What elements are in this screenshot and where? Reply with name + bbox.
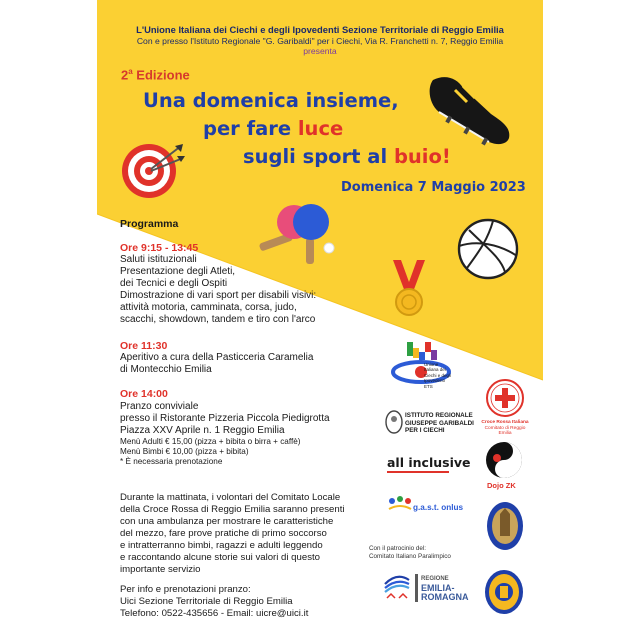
archery-target-icon bbox=[117, 138, 187, 200]
schedule-line: Piazza XXV Aprile n. 1 Reggio Emilia bbox=[120, 425, 285, 436]
comune-crest-icon bbox=[483, 568, 525, 616]
schedule-line: Pranzo conviviale bbox=[120, 401, 199, 412]
schedule-line: Presentazione degli Atleti, bbox=[120, 266, 236, 277]
programma-title: Programma bbox=[120, 218, 179, 230]
regione-divider bbox=[415, 574, 418, 602]
info-line: con una ambulanza per mostrare le caratteristiche bbox=[120, 516, 334, 527]
title-line-3: sugli sport al buio! bbox=[243, 145, 451, 168]
gast-logo-text: g.a.s.t. onlus bbox=[413, 503, 464, 512]
title-line-2: per fare luce bbox=[203, 117, 344, 140]
volleyball-icon bbox=[457, 218, 519, 280]
contact-phone-email[interactable]: Telefono: 0522-435656 - Email: uicre@uici.it bbox=[120, 608, 309, 619]
crest-logo-icon bbox=[485, 500, 525, 552]
event-date: Domenica 7 Maggio 2023 bbox=[341, 180, 526, 195]
schedule-time-3: Ore 14:00 bbox=[120, 388, 168, 400]
uici-logo-text: Unione Italiana dei Ciechi e degli Ipovedenti ETS bbox=[424, 362, 452, 389]
soccer-shoe-icon bbox=[425, 72, 517, 152]
menu-bimbi: Menù Bimbi € 10,00 (pizza + bibita) bbox=[120, 447, 249, 456]
event-poster bbox=[97, 0, 543, 640]
medal-icon bbox=[389, 258, 429, 320]
contact-intro: Per info e prenotazioni pranzo: bbox=[120, 584, 251, 595]
croce-rossa-text: Croce Rossa Italiana Comitato di Reggio Emilia bbox=[481, 420, 529, 437]
header-presenta: presenta bbox=[303, 46, 337, 56]
info-line: e raccontando alcune storie sui valori di questo bbox=[120, 552, 320, 563]
schedule-line: attività motoria, camminata, corsa, judo, bbox=[120, 302, 297, 313]
schedule-time-2: Ore 11:30 bbox=[120, 340, 168, 352]
all-inclusive-logo: all inclusive bbox=[387, 455, 471, 470]
schedule-line: scacchi, showdown, tandem e tiro con l'arco bbox=[120, 314, 316, 325]
header-venue: Con e presso l'Istituto Regionale "G. Garibaldi" per i Ciechi, Via R. Franchetti n. 7, Reggio Emilia bbox=[136, 36, 504, 46]
menu-adulti: Menù Adulti € 15,00 (pizza + bibita o birra + caffè) bbox=[120, 437, 301, 446]
schedule-line: Aperitivo a cura della Pasticceria Caramelia bbox=[120, 352, 314, 363]
ping-pong-paddles-icon bbox=[254, 200, 338, 266]
paralympic-logo-icon bbox=[381, 570, 413, 604]
info-line: e intratterranno bimbi, ragazzi e adulti leggendo bbox=[120, 540, 323, 551]
croce-rossa-logo-icon bbox=[485, 378, 525, 418]
schedule-line: Dimostrazione di vari sport per disabili visivi: bbox=[120, 290, 317, 301]
schedule-line: presso il Ristorante Pizzeria Piccola Piedigrotta bbox=[120, 413, 330, 424]
title-line-1: Una domenica insieme, bbox=[143, 89, 399, 112]
patrocinio-text: Con il patrocinio del: Comitato Italiano Paralimpico bbox=[369, 545, 451, 560]
schedule-line: Saluti istituzionali bbox=[120, 254, 197, 265]
prenotazione-note: * È necessaria prenotazione bbox=[120, 457, 223, 466]
info-line: importante servizio bbox=[120, 564, 201, 575]
info-line: Durante la mattinata, i volontari del Comitato Locale bbox=[120, 492, 341, 503]
edition-label: 2$^a$ Edizione bbox=[121, 67, 190, 83]
header-organization: L'Unione Italiana dei Ciechi e degli Ipovedenti Sezione Territoriale di Reggio Emilia bbox=[136, 24, 504, 35]
garibaldi-logo-text: ISTITUTO REGIONALE GIUSEPPE GARIBALDI PER I CIECHI bbox=[405, 412, 474, 435]
contact-org: Uici Sezione Territoriale di Reggio Emilia bbox=[120, 596, 293, 607]
schedule-time-1: Ore 9:15 - 13:45 bbox=[120, 242, 199, 254]
all-inclusive-underline bbox=[387, 471, 449, 473]
info-line: del mezzo, fare prove pratiche di primo soccorso bbox=[120, 528, 327, 539]
dojo-logo-text: Dojo ZK bbox=[487, 481, 516, 490]
dojo-logo-icon bbox=[483, 440, 525, 486]
schedule-line: di Montecchio Emilia bbox=[120, 364, 212, 375]
garibaldi-logo-icon bbox=[385, 410, 403, 434]
regione-logo-text: REGIONE EMILIA- ROMAGNA bbox=[421, 576, 469, 602]
gast-logo-icon bbox=[387, 495, 413, 513]
info-line: della Croce Rossa di Reggio Emilia saranno presenti bbox=[120, 504, 345, 515]
schedule-line: dei Tecnici e degli Ospiti bbox=[120, 278, 228, 289]
